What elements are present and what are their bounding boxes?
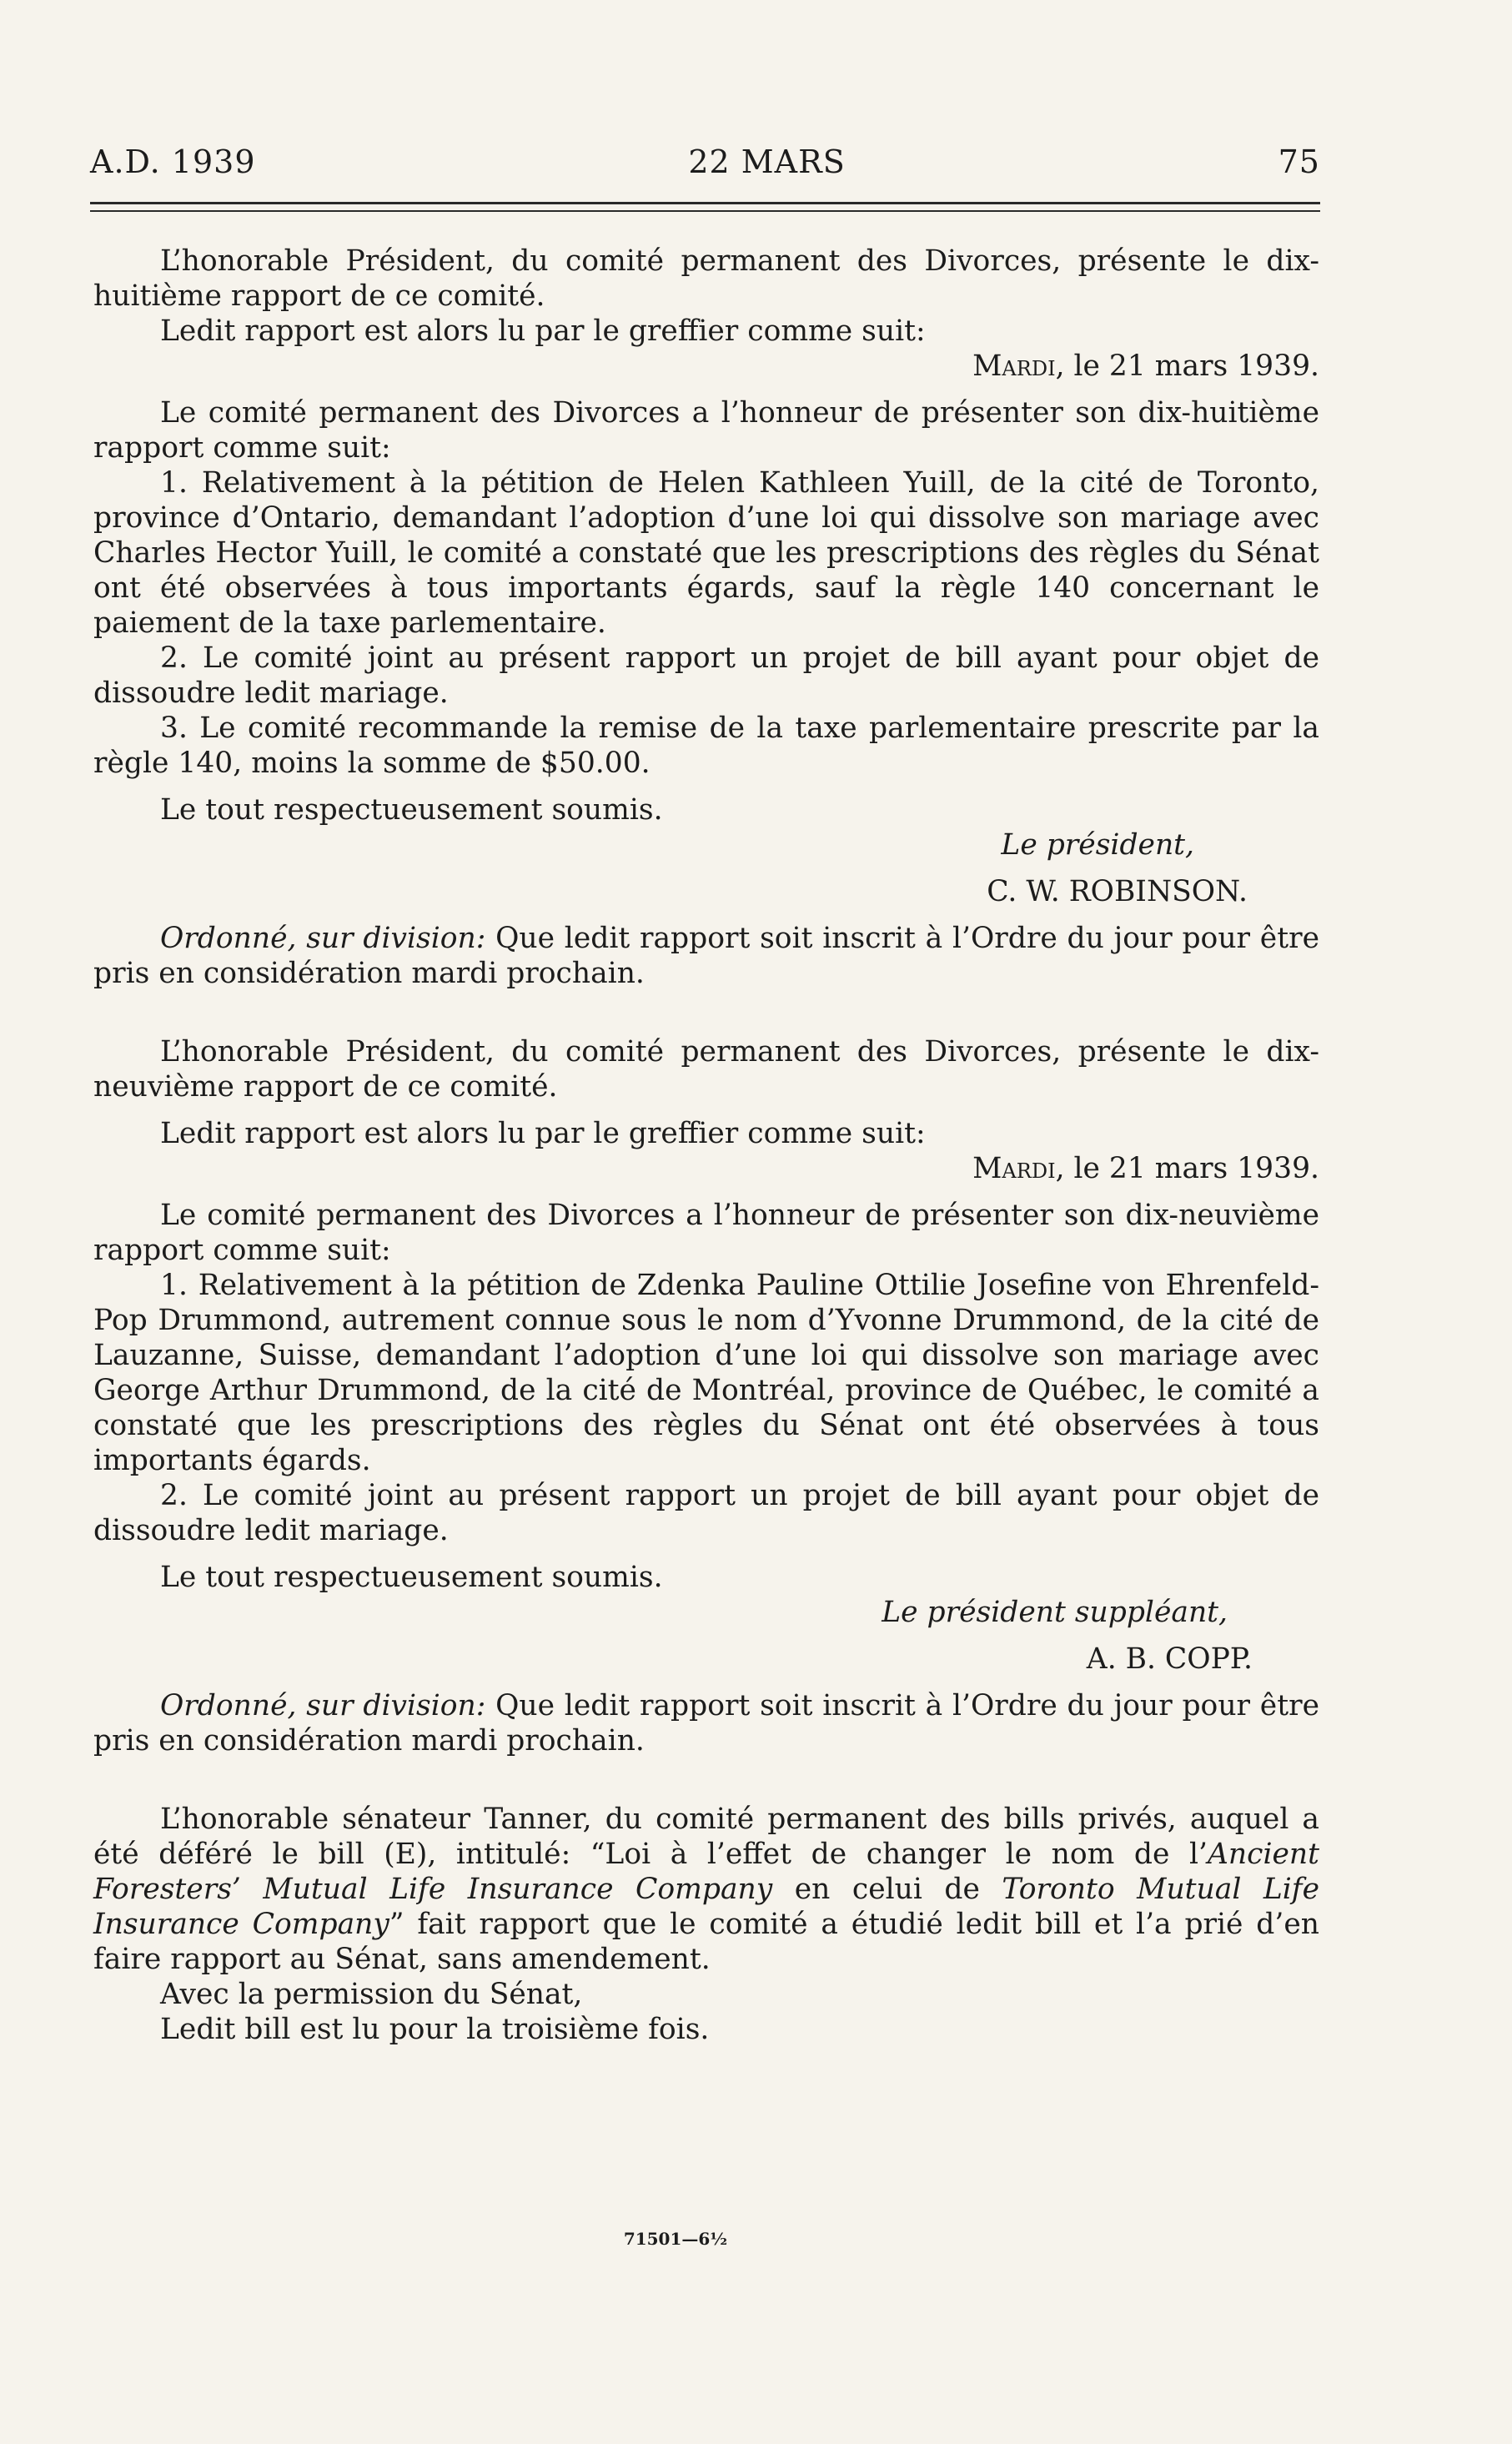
report2-signer-name: A. B. COPP. xyxy=(1086,1642,1253,1676)
running-header xyxy=(90,143,1320,180)
bill-text-2: en celui de xyxy=(772,1873,1002,1906)
report1-order-label: Ordonné, sur division: xyxy=(160,922,486,955)
report2-item2: 2. Le comité joint au présent rapport un projet de bill ayant pour objet de dissoudre ledit mariage. xyxy=(93,1479,1319,1547)
report2-order-label: Ordonné, sur division: xyxy=(160,1689,486,1722)
report2-intro: L’honorable Président, du comité permanent des Divorces, présente le dix-neuvième rapport de ce comité. xyxy=(93,1035,1319,1104)
report2-honour: Le comité permanent des Divorces a l’honneur de présenter son dix-neuvième rapport comme suit: xyxy=(93,1199,1319,1267)
report1-item1: 1. Relativement à la pétition de Helen Kathleen Yuill, de la cité de Toronto, province d’Ontario, demandant l’adoption d’une loi qui dissolve son mariage avec Charles Hector Yuill, le comité a constaté que les prescriptions des règles du Sénat ont été observées à tous importants égards, sauf la règle 140 concernant le paiement de la taxe parlementaire. xyxy=(93,466,1319,640)
report1-date-day: Mardi xyxy=(972,350,1056,383)
report2-date-day: Mardi xyxy=(972,1152,1056,1185)
report1-honour: Le comité permanent des Divorces a l’honneur de présenter son dix-huitième rapport comme suit: xyxy=(93,396,1319,465)
report1-date-rest: , le 21 mars 1939. xyxy=(1055,350,1319,383)
report1-read: Ledit rapport est alors lu par le greffier comme suit: xyxy=(160,314,926,348)
report2-read: Ledit rapport est alors lu par le greffier comme suit: xyxy=(160,1117,926,1150)
report1-item3: 3. Le comité recommande la remise de la taxe parlementaire prescrite par la règle 140, moins la somme de $50.00. xyxy=(93,712,1319,780)
bill-text-3: ” fait rapport que le comité a étudié ledit bill et l’a prié d’en faire rapport au Sénat, sans amendement. xyxy=(93,1908,1319,1976)
report1-item2: 2. Le comité joint au présent rapport un projet de bill ayant pour objet de dissoudre ledit mariage. xyxy=(93,641,1319,710)
header-year: A.D. 1939 xyxy=(90,143,256,180)
report2-closing: Le tout respectueusement soumis. xyxy=(160,1561,663,1594)
bill-third-reading: Ledit bill est lu pour la troisième fois. xyxy=(160,2013,710,2046)
bill-company-new: Toronto Mutual Life Insurance Company xyxy=(93,1873,1319,1941)
report2-date-rest: , le 21 mars 1939. xyxy=(1055,1152,1319,1185)
bill-permission: Avec la permission du Sénat, xyxy=(160,1978,583,2011)
report1-order xyxy=(93,921,1319,991)
report1-date xyxy=(93,349,1319,384)
report1-closing: Le tout respectueusement soumis. xyxy=(160,793,663,827)
header-date: 22 MARS xyxy=(688,143,846,180)
header-rule xyxy=(90,202,1320,204)
report2-order xyxy=(93,1688,1319,1758)
report2-order-text: Que ledit rapport soit inscrit à l’Ordre du jour pour être pris en considération mardi prochain. xyxy=(93,1689,1319,1758)
report1-signer-title: Le président, xyxy=(1001,828,1194,862)
bill-text-1: L’honorable sénateur Tanner, du comité permanent des bills privés, auquel a été déféré le bill (E), intitulé: “Loi à l’effet de changer le nom de l’ xyxy=(93,1803,1319,1871)
report1-order-text: Que ledit rapport soit inscrit à l’Ordre du jour pour être pris en considération mardi prochain. xyxy=(93,922,1319,990)
header-rule-thin xyxy=(90,210,1320,212)
report2-date xyxy=(93,1151,1319,1186)
footer-code: 71501—6½ xyxy=(623,2229,728,2249)
report2-item1: 1. Relativement à la pétition de Zdenka Pauline Ottilie Josefine von Ehrenfeld-Pop Drummond, autrement connue sous le nom d’Yvonne Drummond, de la cité de Lauzanne, Suisse, demandant l’adoption d’une loi qui dissolve son mariage avec George Arthur Drummond, de la cité de Montréal, province de Québec, le comité a constaté que les prescriptions des règles du Sénat ont été observées à tous importants égards. xyxy=(93,1269,1319,1477)
report2-signer-title: Le président suppléant, xyxy=(882,1596,1228,1629)
page-number: 75 xyxy=(1278,143,1320,180)
report1-intro: L’honorable Président, du comité permanent des Divorces, présente le dix-huitième rapport de ce comité. xyxy=(93,244,1319,313)
report1-signer-name: C. W. ROBINSON. xyxy=(987,875,1248,908)
bill-report xyxy=(93,1802,1319,1977)
bill-company-old: Ancient Foresters’ Mutual Life Insurance Company xyxy=(93,1838,1319,1906)
page-body xyxy=(93,244,1319,2047)
